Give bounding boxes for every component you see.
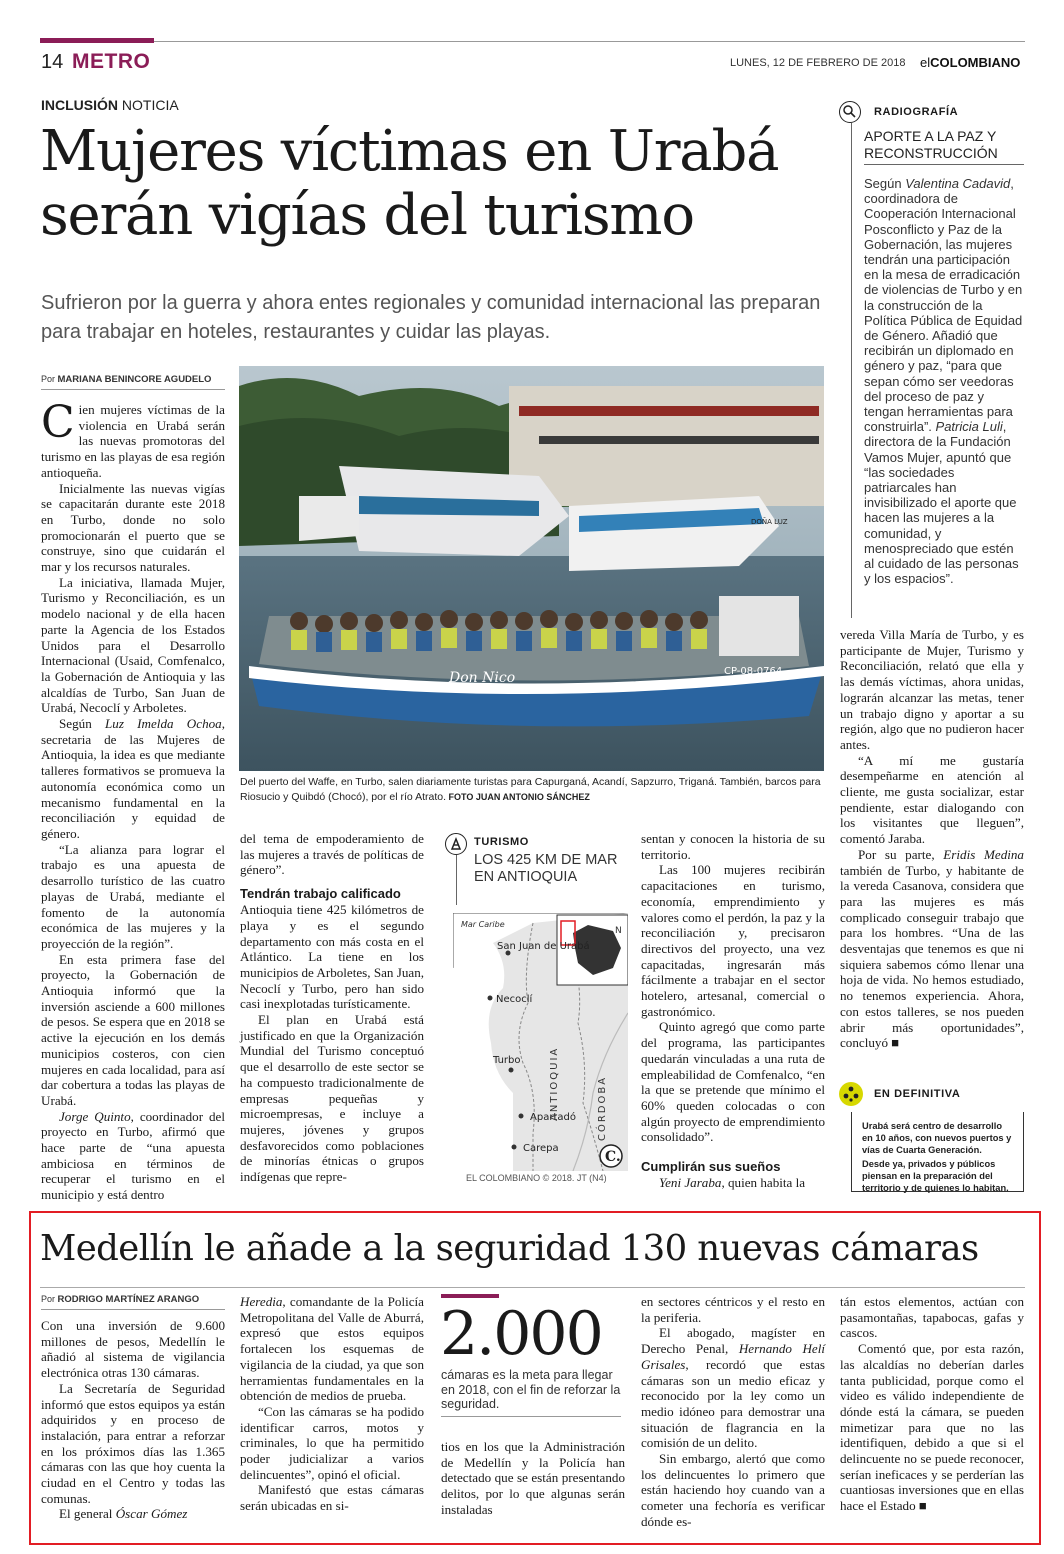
bottom-column-5 (840, 1294, 1024, 1514)
en-definitiva-label: EN DEFINITIVA (874, 1088, 961, 1100)
radiografia-title: APORTE A LA PAZ Y RECONSTRUCCIÓN (864, 128, 1024, 165)
bottom-column-4 (641, 1294, 825, 1530)
brand-prefix: el (920, 55, 931, 70)
paragraph: Sin embargo, alertó que como los delincuentes lo primero que están haciendo hoy cuando van a cometer una fechoría es verificar dónde es- (641, 1451, 825, 1529)
main-column-1-text (41, 389, 225, 1203)
harbor-photo (239, 366, 824, 771)
newspaper-brand (920, 55, 1020, 70)
main-deck: Sufrieron por la guerra y ahora entes regionales y comunidad internacional las preparan para trabajar en hoteles, restaurantes y cuidar las playas. (41, 292, 821, 343)
radiografia-rule (851, 123, 852, 618)
brand-seal-letter: C. (605, 1149, 621, 1165)
bottom-byline: Por RODRIGO MARTÍNEZ ARANGO (41, 1294, 200, 1305)
search-icon (839, 101, 861, 123)
place-marker (488, 996, 493, 1001)
paragraph: del tema de empoderamiento de las mujeres a través de políticas de género”. (240, 831, 424, 878)
place-label: Apartadó (530, 1112, 576, 1123)
stat-number: 2.000 (440, 1299, 602, 1369)
region-label: CÓRDOBA (597, 1075, 608, 1141)
place-marker (509, 1068, 514, 1073)
bottom-column-2 (240, 1294, 424, 1514)
place-label: Carepa (523, 1143, 559, 1154)
story-kicker (41, 97, 179, 113)
main-column-1 (41, 374, 225, 1203)
north-marker: N (615, 926, 622, 936)
map-title: LOS 425 KM DE MAR EN ANTIOQUIA (474, 852, 618, 885)
paragraph: Quinto agregó que como parte del programa, las participantes quedarán vinculadas a una ruta de empleabilidad de Comfenalco, “en la que se pretende que mínimo el 60% queden colocadas o con algún proyecto de emprendimiento consolidado”. (641, 1019, 825, 1145)
photo-credit: FOTO JUAN ANTONIO SÁNCHEZ (446, 792, 590, 802)
kicker-type: NOTICIA (118, 97, 179, 113)
stat-description: cámaras es la meta para llegar en 2018, con el fin de reforzar la seguridad. (441, 1368, 621, 1417)
map-icon (445, 833, 467, 855)
paragraph: Yeni Jaraba, quien habita la (659, 1175, 806, 1191)
en-definitiva-point: Desde ya, privados y públicos piensan en la preparación del territorio y de quienes lo habitan. (862, 1159, 1009, 1193)
paragraph: La iniciativa, llamada Mujer, Turismo y Reconciliación, es un modelo nacional y de ella hacen parte la Agencia de los Estados Unidos para el Desarrollo Internacional (Usaid, Comfenalco, la Gobernación de Antioquia y las alcaldías de Turbo, San Juan de Urabá, Necoclí y Arboletes. (41, 574, 225, 716)
boat-registration: CP-08-0764 (724, 666, 783, 677)
place-marker (519, 1114, 524, 1119)
paragraph: Inicialmente las nuevas vigías se capacitarán durante este 2018 en Turbo, donde no solo promocionarán el puerto que se construye, sino que cuidarán el mar y los recursos naturales. (41, 480, 225, 575)
section-color-bar (40, 38, 154, 43)
paragraph: Heredia, comandante de la Policía Metropolitana del Valle de Aburrá, expresó que estos equipos fortalecen los esquemas de vigilancia de la ciudad, ya que son herramientas fundamentales en la obtención de medios de prueba. (240, 1294, 424, 1404)
paragraph: Por su parte, Eridis Medina también de Turbo, y habitante de la vereda Casanova, considera que para las mujeres es más complicado conseguir trabajo que para los hombres. “Una de las desventajas que tenemos es que ni siquiera sabemos cómo llenar una hoja de vida. No hemos estudiado, no tenemos experiencia. Ahora, con estos talleres, se nos pueden abrir más oportunidades”, concluyó ■ (840, 846, 1024, 1051)
main-column-4 (840, 627, 1024, 1051)
bottom-rule (40, 1287, 1025, 1288)
map-rule (456, 855, 457, 905)
boats-illustration (239, 366, 824, 771)
region-label: ANTIOQUIA (549, 1046, 560, 1121)
drop-cap: C (41, 397, 75, 448)
sea-label: Mar Caribe (461, 920, 505, 929)
paragraph: “Con las cámaras se ha podido identificar carros, motos y criminales, lo que ha permitido poder judicializar a varios delincuentes”, opinó el oficial. (240, 1403, 424, 1482)
paragraph: Según Luz Imelda Ochoa, secretaria de las Mujeres de Antioquia, la idea es que mediante talleres formativos se promueva la autonomía económica como un mecanismo fundamental en la reconciliación y equidad de género. (41, 716, 225, 841)
boat-name-2: DOÑA LUZ (751, 518, 788, 526)
map-label: TURISMO (474, 836, 529, 848)
kicker-category: INCLUSIÓN (41, 97, 118, 113)
main-column-3 (641, 831, 825, 1191)
paragraph: Antioquia tiene 425 kilómetros de playa y es el segundo departamento con más costa en el Atlántico. La tiene en los municipios de Arboletes, San Juan, Necoclí y Turbo, pero han sido casi inexplotadas turísticamente. (240, 902, 425, 1012)
bottom-column-1 (41, 1294, 225, 1522)
paragraph: “La alianza para lograr el trabajo es una apuesta de desarrollo turístico de las cuatro playas de Urabá, mediante el fomento de la autonomía económica de las mujeres y la proyección de la región”. (41, 841, 225, 951)
paragraph: “A mí me gustaría desempeñarme en atención al cliente, me gusta socializar, estar pendiente, estar dialogando con los visitantes que lleguen”, comentó Jaraba. (840, 752, 1024, 847)
subheading: Cumplirán sus sueños (641, 1159, 781, 1175)
paragraph: El general Óscar Gómez (59, 1506, 188, 1522)
paragraph: El abogado, magíster en Derecho Penal, Hernando Helí Grisales, recordó que estas cámaras son un medio eficaz y reconocido por la ley como un medio idóneo para demostrar una situación de flagrancia en la comisión de un delito. (641, 1325, 825, 1451)
paragraph: El plan en Urabá está justificado en que la Organización Mundial del Turismo conceptuó que el desarrollo de este sector se ha compuesto tradicionalmente de empresas pequeñas y microempresas, e incluye a mujeres, jóvenes y grupos desfavorecidos como poblaciones de minorías étnicas o grupos indígenas que repre- (240, 1012, 424, 1185)
paragraph: En esta primera fase del proyecto, la Gobernación de Antioquia informó que la inversión asciende a 600 millones de pesos. Se espera que en 2018 se active la ejecución en los demás municipios costeros, con cien mujeres en cada localidad, para así dar cobertura a todas las playas de Urabá. (41, 951, 225, 1108)
byline-prefix: Por (41, 374, 58, 384)
boat-name: Don Nico (449, 670, 516, 686)
photo-caption (240, 775, 825, 805)
en-definitiva-box (851, 1112, 1024, 1192)
byline-name: MARIANA BENINCORE AGUDELO (57, 374, 212, 385)
subheading: Tendrán trabajo calificado (240, 886, 401, 902)
caption-text: Del puerto del Waffe, en Turbo, salen diariamente turistas para Capurganá, Acandí, Sapzurro, Triganá. También, barcos para Riosucio y Quibdó (Chocó), por el río Atrato. (240, 776, 821, 803)
paragraph: sentan y conocen la historia de su territorio. (641, 831, 825, 862)
bottom-column-1-text (41, 1309, 225, 1522)
en-definitiva-point: Urabá será centro de desarrollo en 10 años, con nuevos puertos y vías de Cuarta Generación. (862, 1121, 1012, 1155)
radiografia-label: RADIOGRAFÍA (874, 106, 959, 118)
radiografia-body: Según Valentina Cadavid, coordinadora de Cooperación Internacional Posconflicto y Paz de la Gobernación, las mujeres tendrán una participación en la mesa de erradicación de violencias de Turbo y en la construcción de la Política Pública de Equidad de Género. Añadió que recibirán un diplomado en género y paz, “para que sepan cómo ser veedoras del proceso de paz y tengan herramientas para construirla”. Patricia Luli, directora de la Fundación Vamos Mujer, apuntó que “las sociedades patriarcales han invisibilizado el aporte que hacen las mujeres a la comunidad, y menospreciado que estén al cuidado de las personas y los espacios”. (864, 176, 1023, 587)
brand-name: COLOMBIANO (930, 55, 1021, 70)
paragraph: La Secretaría de Seguridad informó que estos equipos ya están adquiridos y en proceso de instalación, para entrar a reforzar en los próximos días las 1.365 cámaras con las que hoy cuenta la ciudad en el Centro y todas las comunas. (41, 1380, 225, 1506)
paragraph: Las 100 mujeres recibirán capacitaciones en turismo, economía, emprendimiento y valores como el perdón, la paz y la reconciliación y, precisaron directivos del proyecto, una vez capacitadas, ingresarán más fácilmente a trabajar en el sector hotelero, artesanal, comercial o gastronómico. (641, 862, 825, 1019)
place-label: Necoclí (496, 994, 533, 1005)
paragraph: Con una inversión de 9.600 millones de pesos, Medellín le añadió al sistema de vigilancia electrónica otras 130 cámaras. (41, 1318, 225, 1381)
section-name: METRO (72, 50, 151, 73)
paragraph: en sectores céntricos y el resto en la periferia. (641, 1294, 825, 1325)
puzzle-icon (839, 1082, 863, 1106)
bottom-column-3 (441, 1439, 625, 1518)
place-label: San Juan de Urabá (497, 941, 590, 952)
page-number: 14 (41, 51, 64, 73)
issue-date: LUNES, 12 DE FEBRERO DE 2018 (730, 57, 906, 69)
paragraph: Jorge Quinto, coordinador del proyecto en Turbo, afirmó que hace parte de “una apuesta ambiciosa en términos de recuperar el turismo en el municipio y está dentro (41, 1108, 225, 1203)
paragraph: tán estos elementos, actúan con pasamontañas, tapabocas, gafas y cascos. (840, 1294, 1024, 1341)
place-label: Turbo (493, 1055, 521, 1066)
top-rule (40, 41, 1025, 42)
paragraph: Comentó que, por esta razón, las alcaldías no deberían darles tanta publicidad, porque como el video es válido independiente de dónde está la cámara, se pueden mimetizar para que no las identifiquen, debido a que si el delincuente no se puede reconocer, serían ineficaces y se perderían las cuantiosas inversiones que en ellas hace el Estado ■ (840, 1341, 1024, 1514)
main-headline: Mujeres víctimas en Urabá serán vigías del turismo (40, 119, 779, 248)
map-credit: EL COLOMBIANO © 2018. JT (N4) (466, 1173, 607, 1183)
paragraph: vereda Villa María de Turbo, y es participante de Mujer, Turismo y Reconciliación, relató que ella y las demás víctimas, ahora unidas, lograrán alcanzar las metas, tener un trabajo digno y aportar a su región, algo que no pudieron hacer antes. (840, 627, 1024, 752)
place-marker (512, 1145, 517, 1150)
main-byline (41, 374, 225, 385)
paragraph: Cien mujeres víctimas de la violencia en Urabá serán las nuevas promotoras del turismo en las playas de esa región antioqueña. (41, 397, 225, 480)
bottom-headline: Medellín le añade a la seguridad 130 nuevas cámaras (40, 1228, 979, 1269)
paragraph: Manifestó que estas cámaras serán ubicadas en si- (240, 1482, 424, 1514)
main-column-2 (240, 831, 424, 1185)
uraba-map (453, 913, 628, 1171)
paragraph: tios en los que la Administración de Medellín y la Policía han detectado que se están presentando delitos, por lo que algunas serán instaladas (441, 1439, 625, 1517)
